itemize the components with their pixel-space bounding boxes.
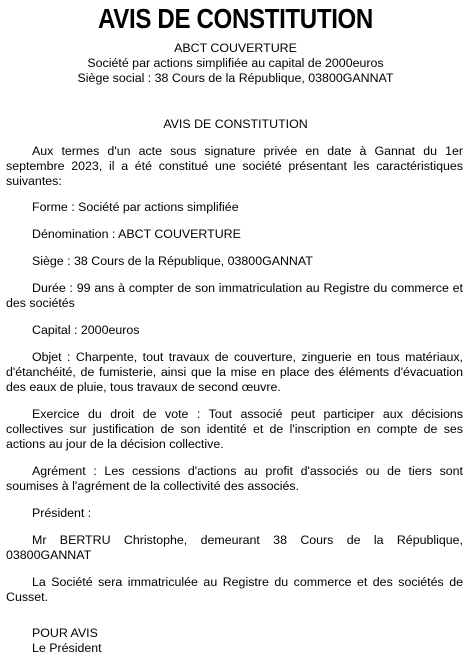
field-objet: Objet : Charpente, tout travaux de couverture, zinguerie en tous matériaux, d'étanchéité, de fumisterie, ainsi que la mise en place des éléments d'évacuation des eaux de pluie, tous travaux de second œuvre. bbox=[6, 350, 463, 394]
field-immatriculation: La Société sera immatriculée au Registre du commerce et des sociétés de Cusset. bbox=[6, 575, 463, 604]
field-forme: Forme : Société par actions simplifiée bbox=[32, 200, 239, 214]
signature-pour-avis: POUR AVIS bbox=[32, 626, 98, 640]
registered-office: Siège social : 38 Cours de la République, 03800GANNAT bbox=[77, 71, 394, 85]
field-siege: Siège : 38 Cours de la République, 03800GANNAT bbox=[32, 254, 313, 268]
field-droit-de-vote: Exercice du droit de vote : Tout associé peut participer aux décisions collectives sur justification de son identité et de l'inscription en compte de ses actions au jour de la décision collective. bbox=[6, 407, 463, 451]
field-duree: Durée : 99 ans à compter de son immatriculation au Registre du commerce et des sociétés bbox=[6, 281, 463, 310]
company-header bbox=[6, 41, 465, 86]
field-president-name: Mr BERTRU Christophe, demeurant 38 Cours de la République, 03800GANNAT bbox=[6, 533, 463, 562]
signature-role: Le Président bbox=[32, 641, 102, 655]
main-title: AVIS DE CONSTITUTION bbox=[98, 3, 373, 34]
company-type-capital: Société par actions simplifiée au capital de 2000euros bbox=[87, 56, 384, 70]
field-capital: Capital : 2000euros bbox=[32, 323, 140, 337]
company-name: ABCT COUVERTURE bbox=[174, 41, 297, 55]
notice-title: AVIS DE CONSTITUTION bbox=[163, 117, 308, 131]
field-agrement: Agrément : Les cessions d'actions au profit d'associés ou de tiers sont soumises à l'agrément de la collectivité des associés. bbox=[6, 464, 463, 493]
intro-paragraph: Aux termes d'un acte sous signature privée en date à Gannat du 1er septembre 2023, il a été constitué une société présentant les caractéristiques suivantes: bbox=[6, 144, 463, 188]
signature-block bbox=[32, 626, 102, 656]
field-denomination: Dénomination : ABCT COUVERTURE bbox=[32, 227, 241, 241]
field-president-label: Président : bbox=[32, 506, 92, 520]
